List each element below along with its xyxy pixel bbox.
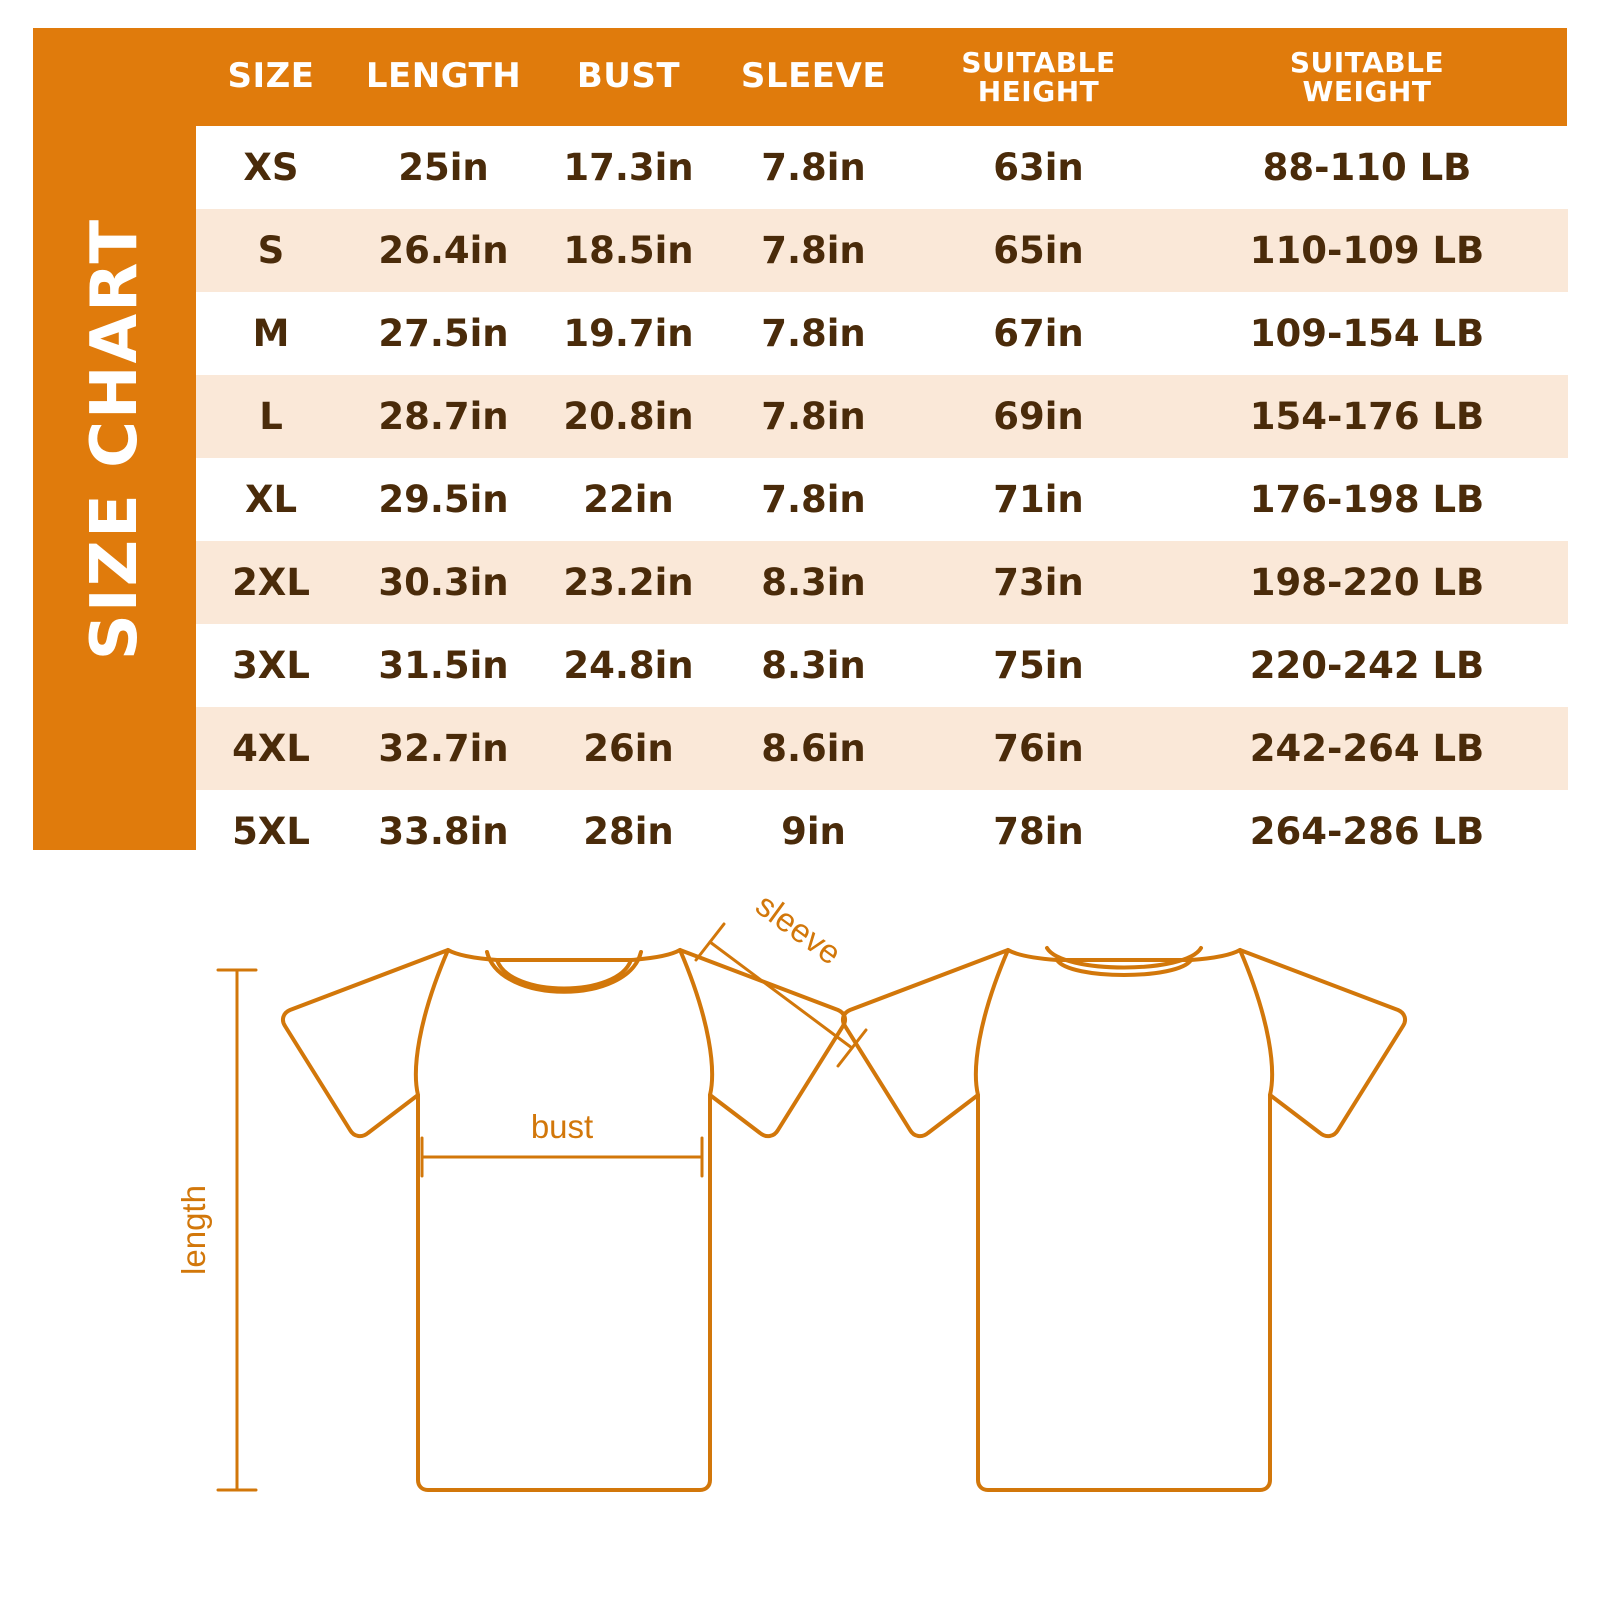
cell-sleeve: 9in <box>716 790 911 873</box>
cell-bust: 19.7in <box>541 292 716 375</box>
column-header-suitable-weight-line1: SUITABLE <box>1289 45 1445 79</box>
cell-length: 29.5in <box>346 458 541 541</box>
table-row <box>196 209 1568 292</box>
cell-sleeve: 7.8in <box>716 375 911 458</box>
cell-sleeve: 8.3in <box>716 541 911 624</box>
size-table-wrapper <box>196 28 1568 853</box>
table-row <box>196 790 1568 873</box>
cell-size: 2XL <box>196 541 346 624</box>
cell-height: 75in <box>911 624 1166 707</box>
cell-size: 3XL <box>196 624 346 707</box>
table-row <box>196 541 1568 624</box>
cell-weight: 198-220 LB <box>1166 541 1568 624</box>
cell-sleeve: 8.6in <box>716 707 911 790</box>
cell-height: 63in <box>911 126 1166 209</box>
cell-height: 71in <box>911 458 1166 541</box>
column-header-suitable-height-line2: HEIGHT <box>977 75 1100 108</box>
label-bust: bust <box>530 1108 594 1145</box>
column-header-suitable-height <box>911 28 1166 126</box>
cell-size: XL <box>196 458 346 541</box>
cell-sleeve: 7.8in <box>716 292 911 375</box>
label-sleeve: sleeve <box>749 885 849 972</box>
table-row <box>196 707 1568 790</box>
cell-weight: 154-176 LB <box>1166 375 1568 458</box>
cell-length: 33.8in <box>346 790 541 873</box>
cell-weight: 220-242 LB <box>1166 624 1568 707</box>
cell-length: 27.5in <box>346 292 541 375</box>
cell-length: 31.5in <box>346 624 541 707</box>
cell-bust: 18.5in <box>541 209 716 292</box>
cell-size: XS <box>196 126 346 209</box>
cell-size: S <box>196 209 346 292</box>
column-header-suitable-height-line1: SUITABLE <box>961 45 1116 79</box>
column-header-bust: BUST <box>576 56 681 97</box>
column-header-suitable-weight <box>1166 28 1568 126</box>
cell-weight: 88-110 LB <box>1166 126 1568 209</box>
cell-bust: 28in <box>541 790 716 873</box>
cell-size: 5XL <box>196 790 346 873</box>
cell-size: M <box>196 292 346 375</box>
measurement-diagram <box>0 880 1600 1580</box>
table-header-row <box>196 28 1568 126</box>
cell-bust: 20.8in <box>541 375 716 458</box>
cell-height: 78in <box>911 790 1166 873</box>
size-chart-panel <box>33 28 1567 853</box>
cell-bust: 22in <box>541 458 716 541</box>
cell-height: 67in <box>911 292 1166 375</box>
page-title: SIZE CHART <box>77 217 152 661</box>
column-header-suitable-weight-line2: WEIGHT <box>1302 75 1432 108</box>
cell-height: 69in <box>911 375 1166 458</box>
cell-bust: 24.8in <box>541 624 716 707</box>
label-length: length <box>175 1185 212 1275</box>
table-row <box>196 458 1568 541</box>
tshirt-back-outline <box>843 948 1405 1490</box>
size-table <box>196 28 1568 873</box>
cell-length: 28.7in <box>346 375 541 458</box>
cell-size: 4XL <box>196 707 346 790</box>
cell-height: 65in <box>911 209 1166 292</box>
column-header-length: LENGTH <box>365 56 522 97</box>
column-header-size: SIZE <box>227 56 315 97</box>
size-table-body <box>196 126 1568 873</box>
length-dimension <box>218 970 256 1490</box>
cell-weight: 176-198 LB <box>1166 458 1568 541</box>
cell-weight: 110-109 LB <box>1166 209 1568 292</box>
size-chart-side-title <box>33 28 196 850</box>
cell-length: 26.4in <box>346 209 541 292</box>
cell-sleeve: 8.3in <box>716 624 911 707</box>
table-row <box>196 292 1568 375</box>
table-row <box>196 375 1568 458</box>
cell-weight: 109-154 LB <box>1166 292 1568 375</box>
cell-bust: 23.2in <box>541 541 716 624</box>
cell-weight: 242-264 LB <box>1166 707 1568 790</box>
size-table-header <box>196 28 1568 126</box>
cell-height: 76in <box>911 707 1166 790</box>
cell-sleeve: 7.8in <box>716 458 911 541</box>
cell-weight: 264-286 LB <box>1166 790 1568 873</box>
cell-length: 25in <box>346 126 541 209</box>
cell-length: 30.3in <box>346 541 541 624</box>
cell-length: 32.7in <box>346 707 541 790</box>
tshirt-front-outline <box>283 950 845 1490</box>
table-row <box>196 126 1568 209</box>
cell-bust: 26in <box>541 707 716 790</box>
table-row <box>196 624 1568 707</box>
cell-height: 73in <box>911 541 1166 624</box>
cell-bust: 17.3in <box>541 126 716 209</box>
column-header-sleeve: SLEEVE <box>740 56 887 97</box>
cell-size: L <box>196 375 346 458</box>
cell-sleeve: 7.8in <box>716 126 911 209</box>
cell-sleeve: 7.8in <box>716 209 911 292</box>
